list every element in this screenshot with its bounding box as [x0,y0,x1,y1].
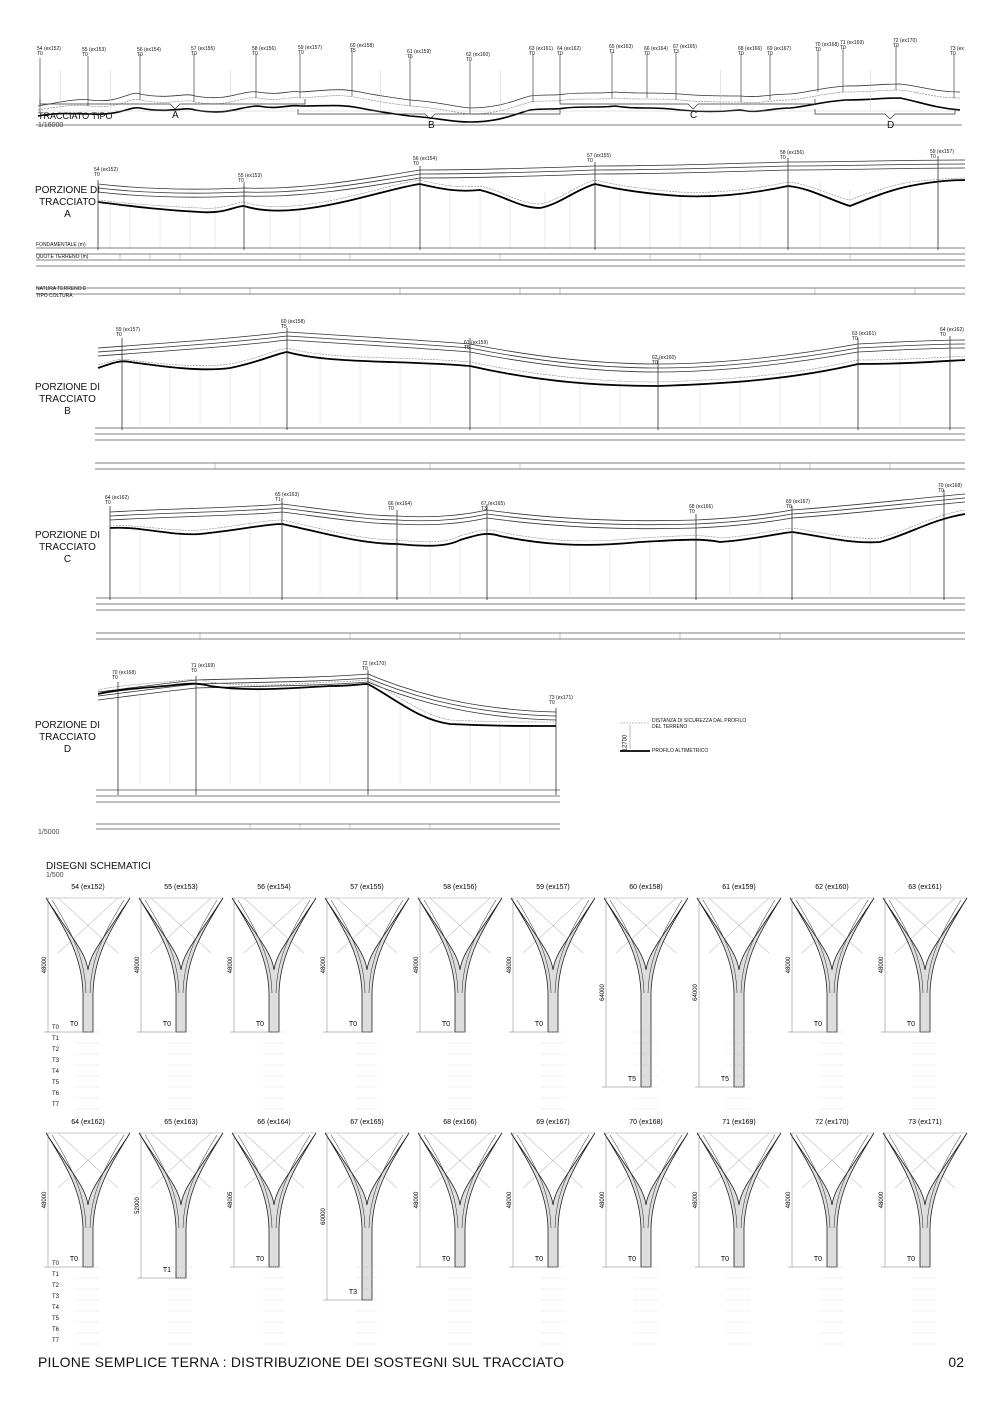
pylon-body [790,1133,874,1267]
pylon-crossarm-lines [604,898,688,968]
pylon-body [604,898,688,1087]
pylon-body [511,1133,595,1267]
pylon-name-label: 69 (ex167) [536,1119,570,1126]
pylon-crossarm-lines [325,898,409,968]
pylon-body [604,1133,688,1267]
pylon-name-label: 72 (ex170) [815,1119,849,1126]
pylon-row1-5 [505,880,598,1120]
level-t3: T3 [52,1294,60,1300]
portion-b-pylon-4: 62 (ex160) T0 [652,355,676,366]
pylon-type-label: T0 [255,1256,264,1263]
pylon-type-label: T0 [69,1256,78,1263]
level-t5: T5 [52,1316,60,1322]
pylon-type-label: T0 [441,1256,450,1263]
pylon-body [46,1133,130,1267]
level-t0: T0 [52,1261,60,1267]
segment-label-c: C [690,110,698,121]
pylon-row2-4 [412,1115,505,1355]
level-t7: T7 [52,1102,60,1108]
segment-label-b: B [428,120,435,131]
pylon-crossarm-lines [232,1133,316,1203]
pylon-crossarm-lines [790,1133,874,1203]
pylon-type-label: T0 [441,1021,450,1028]
segment-label-d: D [887,120,895,131]
level-t5: T5 [52,1080,60,1086]
pylon-body [46,898,130,1032]
pylon-body [883,898,967,1032]
pylon-body [418,1133,502,1267]
pylon-height-label: 48000 [228,956,234,974]
legend-altimetric-profile: PROFILO ALTIMETRICO [652,748,709,754]
page-number: 02 [948,1354,964,1370]
portion-c-pylon-4: 67 (ex165) T3 [481,501,505,512]
pylon-type-label: T0 [534,1256,543,1263]
segment-braces [0,95,1000,135]
pylon-name-label: 60 (ex158) [629,884,663,891]
portion-b-letter: B [64,406,71,417]
pylon-row2-7 [691,1115,784,1355]
pylon-row2-3 [319,1115,412,1355]
pylon-row1-7 [691,880,784,1120]
pylon-height-label: 64000 [693,984,699,1001]
pylon-row1-9 [877,880,970,1120]
level-t0: T0 [52,1025,60,1031]
level-t3: T3 [52,1058,60,1064]
pylon-height-label: 48000 [879,1191,885,1209]
pylon-crossarm-lines [139,898,223,968]
portion-d-pylon-4: 73 (ex171) T0 [549,695,573,706]
overview-scale: 1/16000 [38,122,64,129]
pylon-body [790,898,874,1032]
schematics-title: DISEGNI SCHEMATICI [46,861,151,872]
pylon-height-label: 48000 [600,1191,606,1209]
pylon-row2-1 [133,1115,226,1355]
pylon-schematics-row-2 [40,1115,970,1355]
pylon-type-label: T3 [348,1289,357,1296]
pylon-crossarm-lines [790,898,874,968]
level-t6: T6 [52,1327,60,1333]
pylon-row2-6 [598,1115,691,1355]
pylon-crossarm-lines [511,1133,595,1203]
pylon-height-label: 48000 [879,956,885,974]
pylon-body [325,1133,409,1300]
pylon-height-label: 48000 [507,956,513,974]
portion-a-title: PORZIONE DI TRACCIATO [34,185,100,208]
pylon-height-label: 60000 [321,1208,327,1225]
pylon-crossarm-lines [46,1133,130,1203]
pylon-row2-9 [877,1115,970,1355]
portion-d-pylon-3: 72 (ex170) T0 [362,661,386,672]
portion-c-pylon-6: 69 (ex167) T0 [786,499,810,510]
pylon-height-label: 48000 [42,1191,48,1209]
pylon-height-label: 48000 [414,1191,420,1209]
level-t2: T2 [52,1047,60,1053]
pylon-body [883,1133,967,1267]
pylon-schematics-row-1 [40,880,970,1120]
pylon-row2-5 [505,1115,598,1355]
portion-a-pylon-4: 57 (ex155) T0 [587,153,611,164]
levels-legend-row-2 [40,1259,70,1347]
legend-safety-distance: DISTANZA DI SICUREZZA DAL PROFILO DEL TERRENO [652,718,747,730]
overview-title: TRACCIATO TIPO [38,111,113,121]
pylon-body [511,898,595,1032]
level-t4: T4 [52,1305,60,1311]
pylon-type-label: T0 [906,1256,915,1263]
portion-b-pylon-3: 61 (ex159) T5 [464,340,488,351]
pylon-height-label: 48005 [228,1191,234,1209]
pylon-crossarm-lines [883,1133,967,1203]
pylon-name-label: 61 (ex159) [722,884,756,891]
portion-a-letter: A [64,209,71,220]
pylon-body [139,898,223,1032]
portion-a-row-quote: QUOTE TERRENO (m) [36,254,89,260]
pylon-type-label: T5 [627,1076,636,1083]
pylon-crossarm-lines [604,1133,688,1203]
pylon-row1-1 [133,880,226,1120]
pylon-type-label: T0 [720,1256,729,1263]
pylon-row1-2 [226,880,319,1120]
portion-c-title: PORZIONE DI TRACCIATO [34,530,100,553]
pylon-height-label: 48000 [42,956,48,974]
pylon-name-label: 55 (ex153) [164,884,198,891]
portion-c-pylon-1: 64 (ex162) T0 [105,495,129,506]
pylon-name-label: 70 (ex168) [629,1119,663,1126]
pylon-type-label: T0 [813,1021,822,1028]
pylon-crossarm-lines [418,1133,502,1203]
level-t1: T1 [52,1036,60,1042]
pylon-body [139,1133,223,1278]
pylon-crossarm-lines [883,898,967,968]
pylon-name-label: 68 (ex166) [443,1119,477,1126]
overview-pylon-labels: 54 (ex152) T0 55 (ex153) T0 56 (ex154) T0 57 (ex155) T0 58 (ex156) T0 59 (ex157) T0 60 (ex158) T5 61 (ex159) T5 62 (ex160) T0 63 (ex161) T0 64 (ex162) T0 65 (ex163) T1 66 (ex164) T0 67 (ex165) T3 68 (ex166) T0 69 (ex167) T0 70 (ex168) T0 71 (ex169) T0 72 (ex170) T0 73 (ex T0 [37,38,964,63]
pylon-name-label: 66 (ex164) [257,1119,291,1126]
portion-b-pylon-2: 60 (ex158) T5 [281,319,305,330]
level-t4: T4 [52,1069,60,1075]
pylon-body [325,898,409,1032]
pylon-crossarm-lines [232,898,316,968]
pylon-crossarm-lines [697,898,781,968]
pylon-height-label: 64000 [600,984,606,1001]
portion-a-pylon-5: 58 (ex156) T0 [780,150,804,161]
portion-b-profile [0,320,1000,475]
pylon-body [418,898,502,1032]
pylon-name-label: 63 (ex161) [908,884,942,891]
pylon-name-label: 67 (ex165) [350,1119,384,1126]
pylon-height-label: 48000 [135,956,141,974]
portion-c-pylon-7: 70 (ex168) T0 [938,483,962,494]
pylon-name-label: 59 (ex157) [536,884,570,891]
page-title: PILONE SEMPLICE TERNA : DISTRIBUZIONE DEI SOSTEGNI SUL TRACCIATO [38,1354,565,1370]
pylon-name-label: 58 (ex156) [443,884,477,891]
portion-b-title: PORZIONE DI TRACCIATO [34,382,100,405]
profile-scale: 1/5000 [38,829,60,836]
pylon-type-label: T5 [720,1076,729,1083]
pylon-row2-2 [226,1115,319,1355]
portion-c-pylon-3: 66 (ex164) T0 [388,501,412,512]
pylon-name-label: 56 (ex154) [257,884,291,891]
portion-c-pylon-5: 68 (ex166) T0 [689,504,713,515]
level-t6: T6 [52,1091,60,1097]
portion-a-profile [0,150,1000,300]
pylon-type-label: T0 [348,1021,357,1028]
pylon-height-label: 48000 [786,956,792,974]
pylon-type-label: T0 [162,1021,171,1028]
pylon-type-label: T0 [255,1021,264,1028]
schematics-scale: 1/500 [46,872,64,879]
pylon-name-label: 62 (ex160) [815,884,849,891]
pylon-row1-3 [319,880,412,1120]
pylon-name-label: 57 (ex155) [350,884,384,891]
portion-b-pylon-5: 63 (ex161) T0 [852,331,876,342]
portion-d-pylon-2: 71 (ex169) T0 [191,663,215,674]
pylon-height-label: 48000 [321,956,327,974]
level-t1: T1 [52,1272,60,1278]
pylon-type-label: T0 [69,1021,78,1028]
portion-c-letter: C [63,554,72,565]
pylon-crossarm-lines [46,898,130,968]
pylon-body [232,1133,316,1267]
pylon-height-label: 48000 [786,1191,792,1209]
pylon-type-label: T1 [162,1267,171,1274]
pylon-crossarm-lines [511,898,595,968]
pylon-row1-4 [412,880,505,1120]
pylon-height-label: 48000 [507,1191,513,1209]
pylon-height-label: 48000 [414,956,420,974]
portion-b-pylon-6: 64 (ex162) T0 [940,327,964,338]
pylon-row2-8 [784,1115,877,1355]
segment-label-a: A [172,110,179,121]
pylon-row1-8 [784,880,877,1120]
pylon-type-label: T0 [906,1021,915,1028]
pylon-type-label: T0 [534,1021,543,1028]
portion-a-row-fondamentale: FONDAMENTALE (m) [36,242,86,248]
pylon-crossarm-lines [697,1133,781,1203]
pylon-crossarm-lines [325,1133,409,1203]
portion-d-title: PORZIONE DI TRACCIATO [34,720,100,743]
pylon-row1-6 [598,880,691,1120]
portion-a-pylon-6: 59 (ex157) T0 [930,149,954,160]
pylon-type-label: T0 [813,1256,822,1263]
pylon-height-label: 52000 [135,1197,141,1214]
portion-d-pylon-1: 70 (ex168) T0 [112,670,136,681]
pylon-name-label: 73 (ex171) [908,1119,942,1126]
portion-d-profile [0,660,600,830]
levels-legend-row-1 [40,1023,70,1111]
pylon-crossarm-lines [139,1133,223,1203]
portion-a-row-natura: NATURA TERRENO E [36,286,87,292]
pylon-name-label: 54 (ex152) [71,884,105,891]
level-t7: T7 [52,1338,60,1344]
portion-a-pylon-2: 55 (ex153) T0 [238,173,262,184]
level-t2: T2 [52,1283,60,1289]
pylon-body [232,898,316,1032]
portion-b-pylon-1: 59 (ex157) T0 [116,327,140,338]
pylon-crossarm-lines [418,898,502,968]
legend-dimension: 12700 [622,734,629,752]
pylon-name-label: 65 (ex163) [164,1119,198,1126]
portion-a-pylon-1: 54 (ex152) T0 [94,167,118,178]
portion-a-pylon-3: 56 (ex154) T0 [413,156,437,167]
pylon-body [697,898,781,1087]
portion-a-row-coltura: TIPO COLTURA [36,293,73,299]
portion-d-letter: D [63,744,72,755]
pylon-height-label: 48000 [693,1191,699,1209]
pylon-name-label: 71 (ex169) [722,1119,756,1126]
pylon-body [697,1133,781,1267]
pylon-name-label: 64 (ex162) [71,1119,105,1126]
pylon-type-label: T0 [627,1256,636,1263]
portion-c-pylon-2: 65 (ex163) T1 [275,492,299,503]
